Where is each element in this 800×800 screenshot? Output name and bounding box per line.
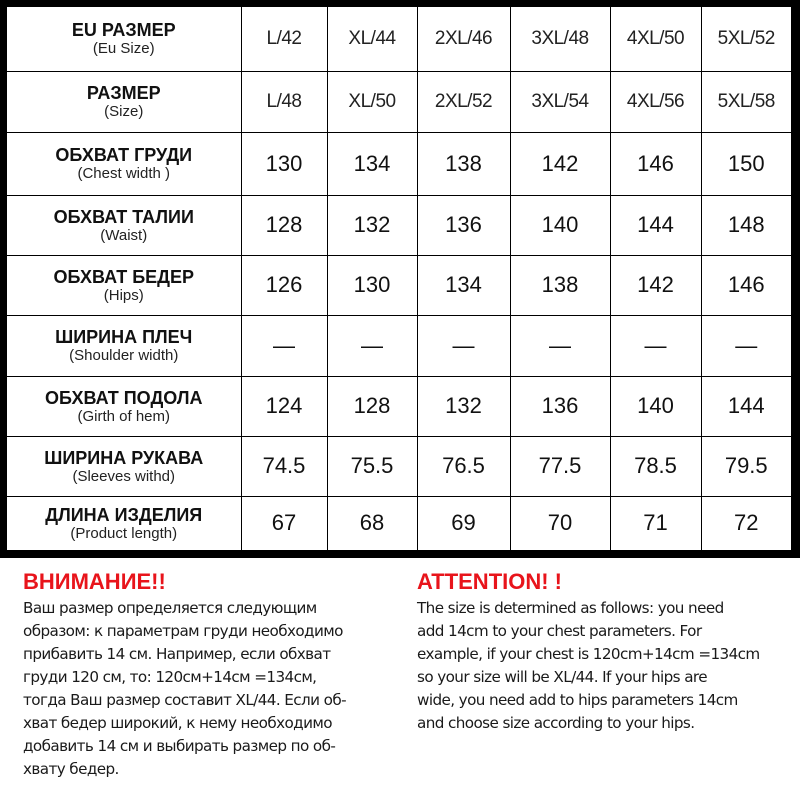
cell-value: 74.5 [262,453,306,478]
table-cell [327,7,417,71]
cell-value: 75.5 [350,453,394,478]
note-line: wide, you need add to hips parameters 14cm [417,691,738,709]
cell-value: 138 [541,272,579,297]
table-cell [327,496,417,550]
row-label-ru: ОБХВАТ БЕДЕР [53,266,194,287]
cell-value: 142 [541,150,579,176]
note-line: прибавить 14 см. Например, если обхват [23,645,331,663]
table-cell [610,71,701,132]
table-cell [417,255,510,315]
table-cell [327,436,417,496]
table-cell [327,376,417,436]
cell-value: 72 [734,510,759,536]
table-cell [701,71,791,132]
cell-value: 70 [547,510,573,536]
row-label-en: (Waist) [100,226,148,244]
size-chart-table [7,7,791,550]
note-line: Ваш размер определяется следующим [23,599,317,617]
cell-value: 136 [541,393,579,418]
table-cell [610,132,701,195]
row-label [7,132,241,195]
cell-value: 132 [353,212,391,237]
table-row [7,71,791,132]
cell-value: XL/44 [348,27,396,49]
row-label-ru: РАЗМЕР [86,83,161,103]
table-cell [417,132,510,195]
cell-value: 130 [265,150,303,176]
table-cell [510,71,610,132]
table-cell [510,132,610,195]
cell-value: 2XL/52 [434,90,493,112]
row-label-ru: EU РАЗМЕР [71,20,176,41]
table-cell [510,496,610,550]
cell-value: 146 [637,150,674,176]
cell-value: 76.5 [442,453,485,478]
row-label [7,255,241,315]
cell-value: — [361,332,383,358]
note-line: example, if your chest is 120cm+14cm =134cm [417,645,760,663]
table-cell [327,315,417,376]
cell-value: 144 [637,212,674,237]
note-russian [23,568,413,781]
cell-value: 128 [353,393,391,418]
table-cell [241,376,327,436]
row-label-ru: ДЛИНА ИЗДЕЛИЯ [45,504,203,525]
note-line: хвату бедер. [23,760,119,778]
table-cell [610,7,701,71]
table-cell [701,315,791,376]
cell-value: 3XL/54 [531,90,589,112]
note-line: груди 120 см, то: 120см+14см =134см, [23,668,317,686]
table-cell [701,436,791,496]
table-cell [510,315,610,376]
table-cell [610,255,701,315]
row-label-en: (Sleeves withd) [72,467,176,485]
table-cell [241,132,327,195]
table-cell [241,255,327,315]
note-title-en: ATTENTION! ! [417,569,563,594]
table-cell [610,496,701,550]
row-label [7,496,241,550]
cell-value: 71 [643,510,668,536]
table-cell [701,255,791,315]
note-line: add 14cm to your chest parameters. For [417,622,702,640]
table-cell [241,7,327,71]
table-cell [417,195,510,255]
table-cell [510,7,610,71]
table-row [7,436,791,496]
cell-value: — [273,332,295,358]
table-cell [327,195,417,255]
row-label-en: (Girth of hem) [77,407,171,425]
row-label-ru: ОБХВАТ ТАЛИИ [53,206,194,227]
notes-section [0,568,800,800]
note-title-ru: ВНИМАНИЕ!! [23,569,166,594]
cell-value: 150 [727,150,765,176]
cell-value: 5XL/52 [717,27,775,49]
cell-value: 142 [637,272,674,297]
table-cell [510,436,610,496]
table-row [7,132,791,195]
note-line: хват бедер широкий, к нему необходимо [23,714,332,732]
table-cell [417,7,510,71]
cell-value: — [452,332,475,358]
table-cell [701,7,791,71]
table-row [7,376,791,436]
table-cell [610,195,701,255]
table-row [7,195,791,255]
table-cell [610,436,701,496]
table-cell [417,315,510,376]
table-cell [241,496,327,550]
cell-value: 136 [445,212,482,237]
note-line: образом: к параметрам груди необходимо [23,622,343,640]
cell-value: 140 [541,212,579,237]
table-cell [327,71,417,132]
table-row [7,315,791,376]
cell-value: L/48 [266,90,302,112]
table-cell [417,376,510,436]
table-cell [701,496,791,550]
cell-value: 148 [727,212,765,237]
table-cell [241,71,327,132]
table-row [7,7,791,71]
cell-value: XL/50 [348,90,396,112]
note-line: so your size will be XL/44. If your hips are [417,668,707,686]
row-label [7,195,241,255]
table-row [7,255,791,315]
note-english [417,568,800,735]
table-cell [510,195,610,255]
row-label-en: (Shoulder width) [69,347,179,364]
table-cell [610,315,701,376]
cell-value: — [735,332,758,358]
row-label-en: (Eu Size) [92,40,155,58]
cell-value: 130 [353,272,391,297]
cell-value: 79.5 [724,453,768,478]
cell-value: 126 [265,272,303,297]
row-label-en: (Hips) [103,286,144,304]
cell-value: 68 [359,510,385,536]
row-label [7,71,241,132]
row-label-ru: ШИРИНА ПЛЕЧ [55,327,193,347]
cell-value: 5XL/58 [717,90,775,112]
cell-value: 67 [271,510,297,536]
note-line: and choose size according to your hips. [417,714,695,732]
cell-value: — [644,332,667,358]
row-label-en: (Chest width ) [77,165,171,182]
note-line: тогда Ваш размер составит XL/44. Если об- [23,691,346,709]
table-cell [327,132,417,195]
row-label [7,376,241,436]
note-body-ru [23,597,413,781]
table-row [7,496,791,550]
table-cell [510,255,610,315]
cell-value: 128 [265,212,303,237]
row-label [7,7,241,71]
cell-value: 3XL/48 [531,27,589,49]
row-label-ru: ОБХВАТ ГРУДИ [55,145,193,165]
cell-value: 134 [445,272,482,297]
cell-value: 4XL/56 [626,90,685,112]
cell-value: L/42 [266,27,302,49]
table-cell [701,376,791,436]
row-label-en: (Product length) [70,524,178,542]
note-line: The size is determined as follows: you need [417,599,724,617]
row-label-ru: ОБХВАТ ПОДОЛА [45,387,203,408]
cell-value: 2XL/46 [434,27,493,49]
table-cell [241,315,327,376]
cell-value: 138 [445,150,482,176]
cell-value: 134 [353,150,391,176]
table-cell [510,376,610,436]
table-cell [701,195,791,255]
cell-value: 77.5 [538,453,582,478]
table-cell [417,71,510,132]
note-line: добавить 14 см и выбирать размер по об- [23,737,336,755]
table-cell [701,132,791,195]
cell-value: — [549,332,571,358]
row-label [7,315,241,376]
row-label-en: (Size) [104,103,144,120]
table-cell [610,376,701,436]
cell-value: 69 [451,510,476,536]
cell-value: 78.5 [634,453,677,478]
cell-value: 140 [637,393,674,418]
table-cell [241,195,327,255]
table-cell [241,436,327,496]
table-cell [327,255,417,315]
cell-value: 124 [265,393,303,418]
table-cell [417,436,510,496]
cell-value: 132 [445,393,482,418]
table-cell [417,496,510,550]
cell-value: 144 [727,393,765,418]
cell-value: 4XL/50 [626,27,685,49]
row-label [7,436,241,496]
cell-value: 146 [727,272,765,297]
note-body-en [417,597,800,735]
row-label-ru: ШИРИНА РУКАВА [44,447,204,468]
